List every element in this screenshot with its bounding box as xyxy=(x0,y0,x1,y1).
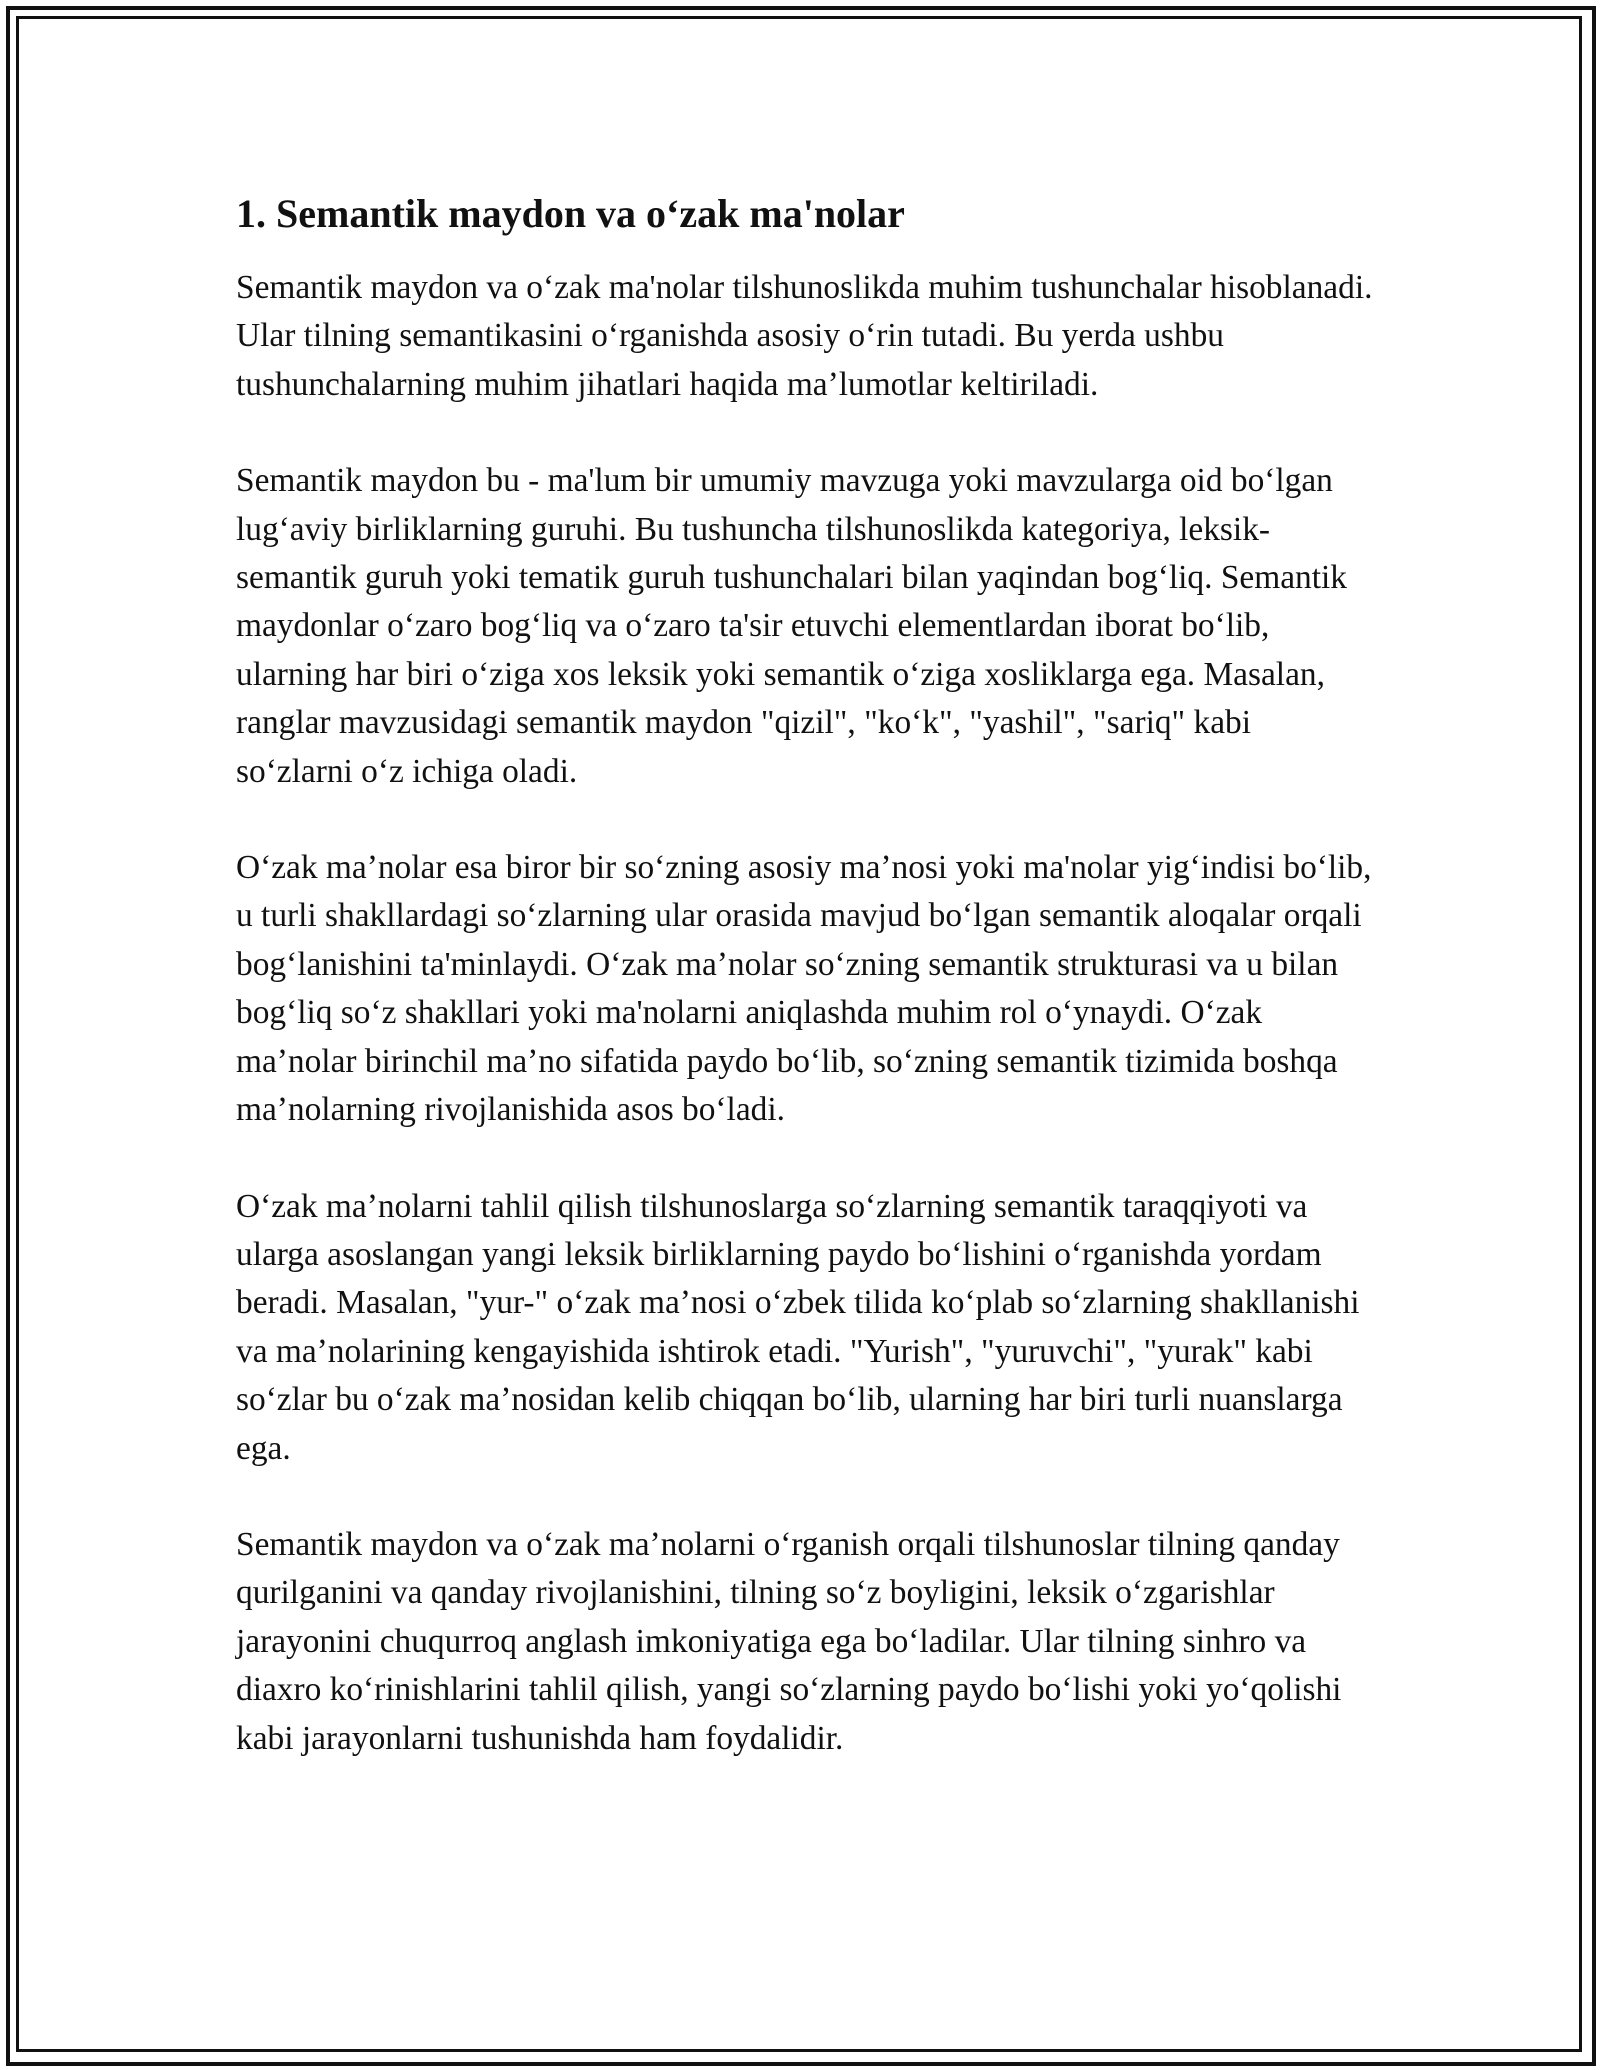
section-heading: 1. Semantik maydon va oʻzak ma'nolar xyxy=(236,191,905,236)
paragraph-semantic-field: Semantik maydon bu - ma'lum bir umumiy mavzuga yoki mavzularga oid boʻlgan lugʻaviy birliklarning guruhi. Bu tushuncha tilshunoslikda kategoriya, leksik-semantik guruh yoki tematik guruh tushunchalari bilan yaqindan bogʻliq. Semantik maydonlar oʻzaro bogʻliq va oʻzaro ta'sir etuvchi elementlardan iborat boʻlib, ularning har biri oʻziga xos leksik yoki semantik oʻziga xosliklarga ega. Masalan, ranglar mavzusidagi semantik maydon "qizil", "koʻk", "yashil", "sariq" kabi soʻzlarni oʻz ichiga oladi. xyxy=(236,462,1347,790)
paragraph-intro: Semantik maydon va oʻzak ma'nolar tilshunoslikda muhim tushunchalar hisoblanadi. Ular tilning semantikasini oʻrganishda asosiy oʻrin tutadi. Bu yerda ushbu tushunchalarning muhim jihatlari haqida maʼlumotlar keltiriladi. xyxy=(236,269,1373,403)
paragraph-root-analysis: Oʻzak maʼnolarni tahlil qilish tilshunoslarga soʻzlarning semantik taraqqiyoti va ularga asoslangan yangi leksik birliklarning paydo boʻlishini oʻrganishda yordam beradi. Masalan, "yur-" oʻzak maʼnosi oʻzbek tilida koʻplab soʻzlarning shakllanishi va maʼnolarining kengayishida ishtirok etadi. "Yurish", "yuruvchi", "yurak" kabi soʻzlar bu oʻzak maʼnosidan kelib chiqqan boʻlib, ularning har biri turli nuanslarga ega. xyxy=(236,1187,1360,1467)
paragraph-root-meanings: Oʻzak maʼnolar esa biror bir soʻzning asosiy maʼnosi yoki ma'nolar yigʻindisi boʻlib, u turli shakllardagi soʻzlarning ular orasida mavjud boʻlgan semantik aloqalar orqali bogʻlanishini ta'minlaydi. Oʻzak maʼnolar soʻzning semantik strukturasi va u bilan bogʻliq soʻz shakllari yoki ma'nolarni aniqlashda muhim rol oʻynaydi. Oʻzak maʼnolar birinchil maʼno sifatida paydo boʻlib, soʻzning semantik tizimida boshqa maʼnolarning rivojlanishida asos boʻladi. xyxy=(236,849,1372,1129)
paragraph-conclusion: Semantik maydon va oʻzak maʼnolarni oʻrganish orqali tilshunoslar tilning qanday qurilganini va qanday rivojlanishini, tilning soʻz boyligini, leksik oʻzgarishlar jarayonini chuqurroq anglash imkoniyatiga ega boʻladilar. Ular tilning sinhro va diaxro koʻrinishlarini tahlil qilish, yangi soʻzlarning paydo boʻlishi yoki yoʻqolishi kabi jarayonlarni tushunishda ham foydalidir. xyxy=(236,1525,1342,1757)
document-body xyxy=(236,186,1376,1811)
